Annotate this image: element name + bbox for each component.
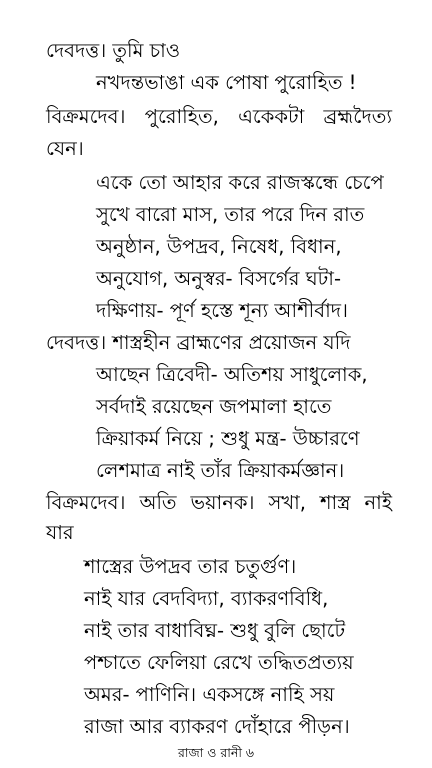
text-word: শাস্ত্র [319, 491, 351, 514]
text-word: সখা, [268, 491, 306, 514]
text-line: অনুযোগ, অনুস্বর- বিসর্গের ঘটা- [96, 267, 341, 290]
text-line: নখদন্তভাঙা এক পোষা পুরোহিত ! [96, 71, 357, 94]
text-word: নাই [364, 491, 392, 514]
text-line-justified [46, 104, 392, 130]
text-line: যার [46, 521, 74, 544]
text-line: পশ্চাতে ফেলিয়া রেখে তদ্ধিতপ্রত্যয় [84, 651, 354, 674]
text-line: লেশমাত্র নাই তাঁর ক্রিয়াকর্মজ্ঞান। [96, 459, 345, 482]
text-line: অনুষ্ঠান, উপদ্রব, নিষেধ, বিধান, [96, 235, 342, 258]
text-line: নাই তার বাধাবিঘ্ন- শুধু বুলি ছোটে [84, 619, 346, 642]
text-line: সুখে বারো মাস, তার পরে দিন রাত [96, 203, 365, 226]
text-word: অতি [139, 491, 177, 514]
text-line: দক্ষিণায়- পূর্ণ হস্তে শূন্য আশীর্বাদ। [96, 299, 348, 322]
speaker-name: বিক্রমদেব। [46, 105, 126, 128]
text-line: ক্রিয়াকর্ম নিয়ে ; শুধু মন্ত্র- উচ্চারণে [96, 427, 360, 450]
text-line: সর্বদাই রয়েছেন জপমালা হাতে [96, 395, 332, 418]
text-word: ভয়ানক। [190, 491, 255, 514]
text-line-justified [46, 490, 392, 516]
text-line: অমর- পাণিনি। একসঙ্গে নাহি সয় [84, 683, 335, 706]
text-word: পুরোহিত, [144, 105, 219, 128]
text-word: একেকটা [238, 105, 305, 128]
text-line: যেন। [46, 137, 84, 160]
text-line: দেবদত্ত। শাস্ত্রহীন ব্রাহ্মণের প্রয়োজন যদি [46, 331, 351, 354]
text-word: ব্রহ্মদৈত্য [323, 105, 392, 128]
text-line: আছেন ত্রিবেদী- অতিশয় সাধুলোক, [96, 363, 368, 386]
page-footer: রাজা ও রানী ৬ [177, 745, 255, 760]
speaker-name: বিক্রমদেব। [46, 491, 126, 514]
text-line: দেবদত্ত। তুমি চাও [46, 39, 181, 62]
text-line: রাজা আর ব্যাকরণ দোঁহারে পীড়ন। [84, 715, 350, 738]
text-line: নাই যার বেদবিদ্যা, ব্যাকরণবিধি, [84, 587, 329, 610]
text-line: একে তো আহার করে রাজস্কন্ধে চেপে [96, 171, 384, 194]
text-line: শাস্ত্রের উপদ্রব তার চতুর্গুণ। [84, 555, 297, 578]
